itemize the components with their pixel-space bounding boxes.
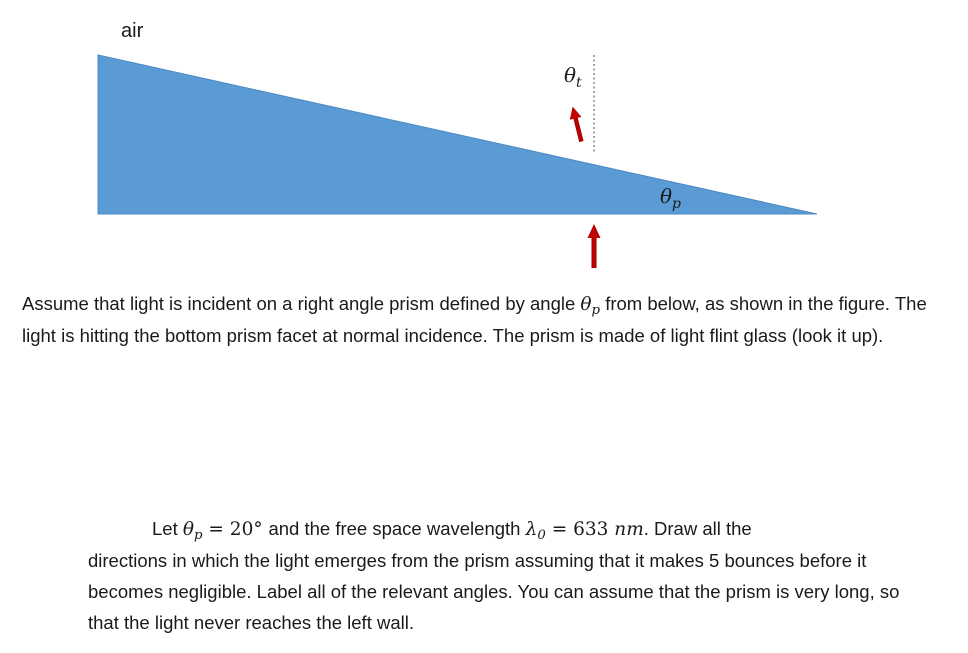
lambda-0-symbol: $\lambda_0$	[525, 519, 546, 543]
prism	[98, 55, 817, 214]
transmitted-ray-arrow	[567, 105, 587, 143]
incident-ray-arrow	[588, 224, 601, 268]
theta-p-symbol: $\theta_p$	[580, 294, 601, 318]
prism-diagram	[0, 0, 968, 290]
theta-t-label: $\theta_t$	[564, 63, 582, 91]
problem-setup-paragraph: Assume that light is incident on a right angle prism defined by angle $\theta_p$ from below, as shown in the figure. The light is hitting the bottom prism facet at normal incidence. The prism is made of light flint glass (look it up).	[22, 293, 927, 346]
theta-p-symbol: $\theta_p$	[182, 519, 203, 543]
problem-task-paragraph: Let $\theta_p = 20^\circ$ and the free space wavelength $\lambda_0 = 633$ nm. Draw all the directions in which the light emerges from the prism assuming that it makes 5 bounces before it becomes negligible. Label all of the relevant angles. You can assume that the prism is very long, so that the light never reaches the left wall.	[88, 518, 900, 633]
theta-p-label: $\theta_p$	[660, 184, 682, 212]
air-label: air	[121, 20, 144, 42]
